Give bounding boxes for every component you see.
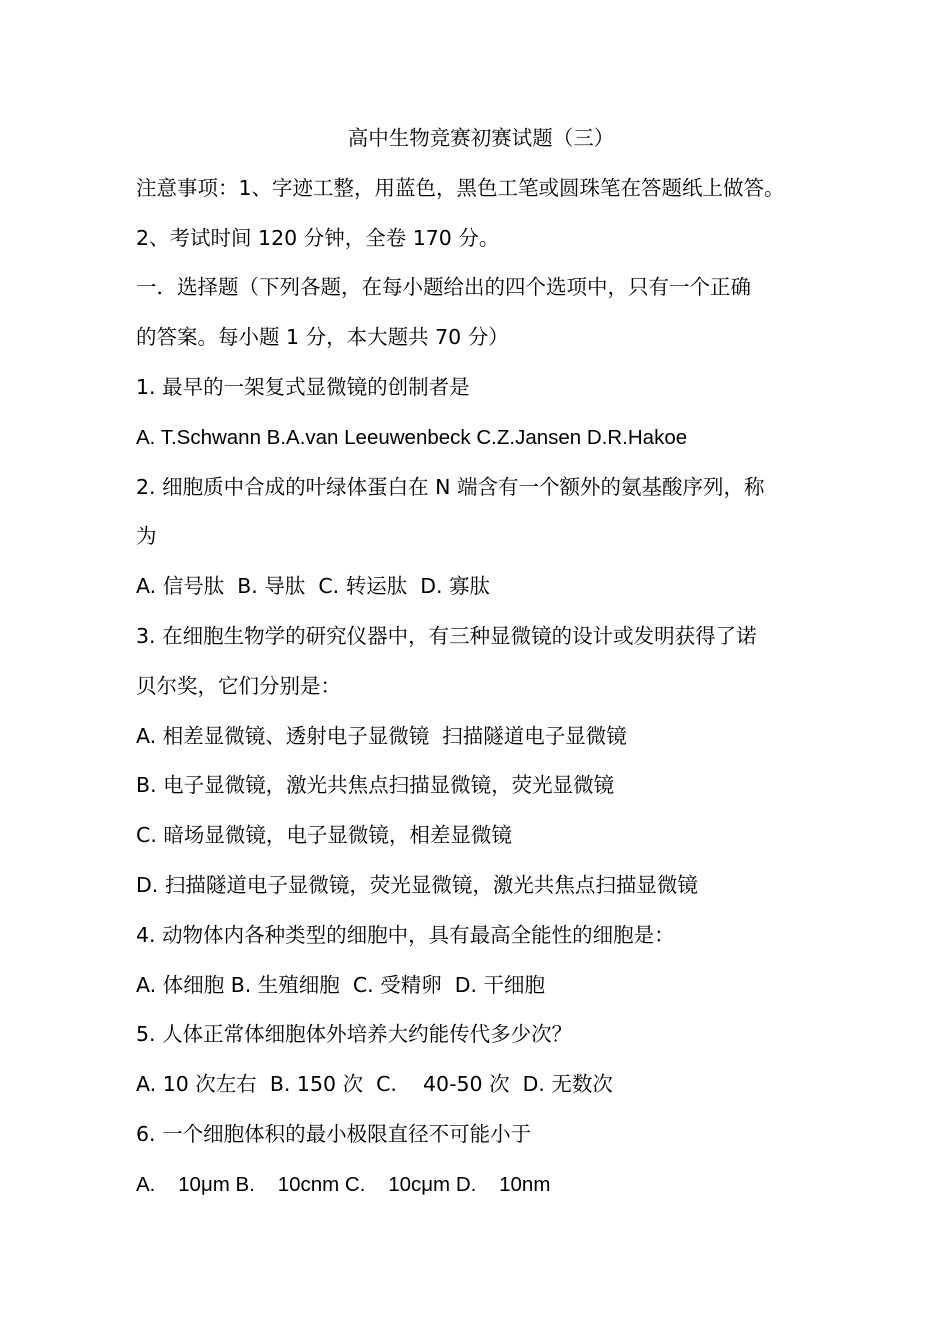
question-3-option-c: C. 暗场显微镜，电子显微镜，相差显微镜: [136, 823, 512, 848]
section-heading-line-1: 一．选择题（下列各题，在每小题给出的四个选项中，只有一个正确: [136, 275, 751, 300]
question-6-stem: 6. 一个细胞体积的最小极限直径不可能小于: [136, 1121, 532, 1146]
section-heading-line-2: 的答案。每小题 1 分，本大题共 70 分）: [136, 325, 509, 350]
question-3-option-d: D. 扫描隧道电子显微镜，荧光显微镜，激光共焦点扫描显微镜: [136, 872, 698, 897]
question-4-options: A. 体细胞 B. 生殖细胞 C. 受精卵 D. 干细胞: [136, 972, 546, 997]
question-3-stem-line-1: 3. 在细胞生物学的研究仪器中，有三种显微镜的设计或发明获得了诺: [136, 623, 757, 648]
question-3-stem-line-2: 贝尔奖，它们分别是：: [136, 673, 341, 698]
question-5-options: A. 10 次左右 B. 150 次 C. 40-50 次 D. 无数次: [136, 1072, 613, 1097]
exam-note-2: 2、考试时间 120 分钟，全卷 170 分。: [136, 225, 500, 250]
question-2-stem-line-2: 为: [136, 524, 157, 549]
question-1-options: A. T.Schwann B.A.van Leeuwenbeck C.Z.Jansen D.R.Hakoe: [136, 425, 688, 449]
exam-note-1: 注意事项：1、字迹工整，用蓝色，黑色工笔或圆珠笔在答题纸上做答。: [136, 175, 785, 200]
question-2-options: A. 信号肽 B. 导肽 C. 转运肽 D. 寡肽: [136, 574, 491, 599]
document-body: [136, 114, 826, 1210]
question-6-options: A. 10μm B. 10cnm C. 10cμm D. 10nm: [136, 1172, 551, 1196]
question-3-option-b: B. 电子显微镜，激光共焦点扫描显微镜，荧光显微镜: [136, 773, 615, 798]
question-5-stem: 5. 人体正常体细胞体外培养大约能传代多少次？: [136, 1022, 573, 1047]
page-title: 高中生物竞赛初赛试题（三）: [347, 126, 615, 150]
question-3-option-a: A. 相差显微镜、透射电子显微镜 扫描隧道电子显微镜: [136, 723, 627, 748]
question-2-stem-line-1: 2. 细胞质中合成的叶绿体蛋白在 N 端含有一个额外的氨基酸序列，称: [136, 474, 765, 499]
question-1-stem: 1. 最早的一架复式显微镜的创制者是: [136, 374, 470, 399]
question-4-stem: 4. 动物体内各种类型的细胞中，具有最高全能性的细胞是：: [136, 922, 675, 947]
